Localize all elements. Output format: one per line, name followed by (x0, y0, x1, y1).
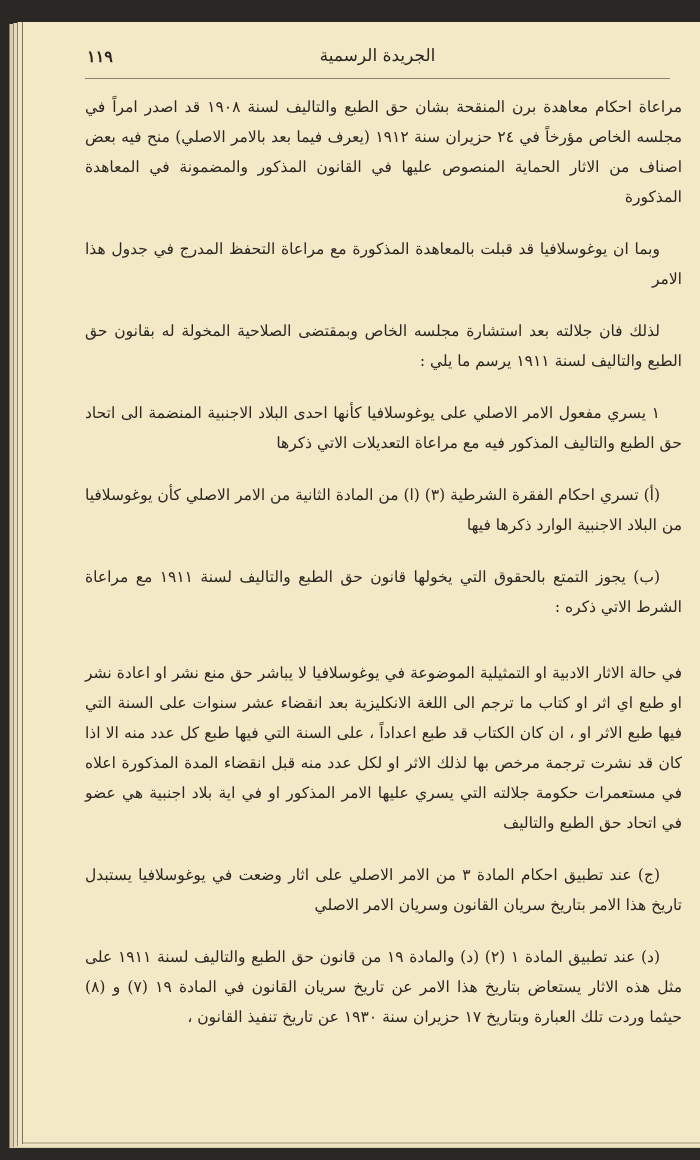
clause-c: (ج) عند تطبيق احكام المادة ٣ من الامر الاصلي على اثار وضعت في يوغوسلافيا يستبدل تاريخ هذا الامر بتاريخ سريان القانون وسريان الامر الاصلي (85, 866, 682, 914)
clause-b: (ب) يجوز التمتع بالحقوق التي يخولها قانون حق الطبع والتاليف لسنة ١٩١١ مع مراعاة الشرط الاتي ذكره : (85, 568, 682, 616)
journal-title: الجريدة الرسمية (319, 46, 436, 66)
condition-paragraph: في حالة الاثار الادبية او التمثيلية الموضوعة في يوغوسلافيا لا يباشر حق منع نشر او اعادة نشر او طبع اي اثر او كتاب ما ترجم الى اللغة الانكليزية بعد انقضاء عشر سنوات على السنة التي فيها طبع الاثر او ، ان كان الكتاب قد طبع اعداداً ، على السنة التي فيها طبع كل عدد منه الا اذا كان قد نشرت ترجمة مرخص بها لذلك الاثر او لكل عدد منه قبل انقضاء المدة المذكورة اعلاه في مستعمرات حكومة جلالته التي يسري عليها الامر المذكور او في اية بلاد اجنبية هي عضو في اتحاد حق الطبع والتاليف (85, 664, 682, 832)
paragraph-therefore: لذلك فان جلالته بعد استشارة مجلسه الخاص وبمقتضى الصلاحية المخولة له بقانون حق الطبع والتاليف لسنة ١٩١١ يرسم ما يلي : (85, 322, 682, 370)
clause-a: (أ) تسري احكام الفقرة الشرطية (٣) (ا) من المادة الثانية من الامر الاصلي كأن يوغوسلافيا من البلاد الاجنبية الوارد ذكرها فيها (85, 486, 682, 534)
paragraph-intro: مراعاة احكام معاهدة برن المنقحة بشان حق الطبع والتاليف لسنة ١٩٠٨ قد اصدر امراً في مجلسه الخاص مؤرخاً في ٢٤ حزيران سنة ١٩١٢ (يعرف فيما بعد بالامر الاصلي) منح فيه بعض اصناف من الاثار الحماية المنصوص عليها في القانون المذكور والمضمونة في المعاهدة المذكورة (85, 98, 683, 206)
paragraph-whereas: وبما ان يوغوسلافيا قد قبلت بالمعاهدة المذكورة مع مراعاة التحفظ المدرج في جدول هذا الامر (85, 240, 682, 288)
clause-d: (د) عند تطبيق المادة ١ (٢) (د) والمادة ١٩ من قانون حق الطبع والتاليف لسنة ١٩١١ على مثل هذه الاثار يستعاض بتاريخ هذا الامر عن تاريخ سريان القانون في المادة ١٩ (٧) و (٨) حيثما وردت تلك العبارة وبتاريخ ١٧ حزيران سنة ١٩٣٠ عن تاريخ تنفيذ القانون ، (85, 948, 682, 1026)
document-body (85, 92, 682, 1054)
page-number: ١١٩ (87, 47, 113, 66)
article-1: ١ يسري مفعول الامر الاصلي على يوغوسلافيا كأنها احدى البلاد الاجنبية المنضمة الى اتحاد حق الطبع والتاليف المذكور فيه مع مراعاة التعديلات الاتي ذكرها (85, 404, 682, 452)
page-header (85, 44, 670, 79)
